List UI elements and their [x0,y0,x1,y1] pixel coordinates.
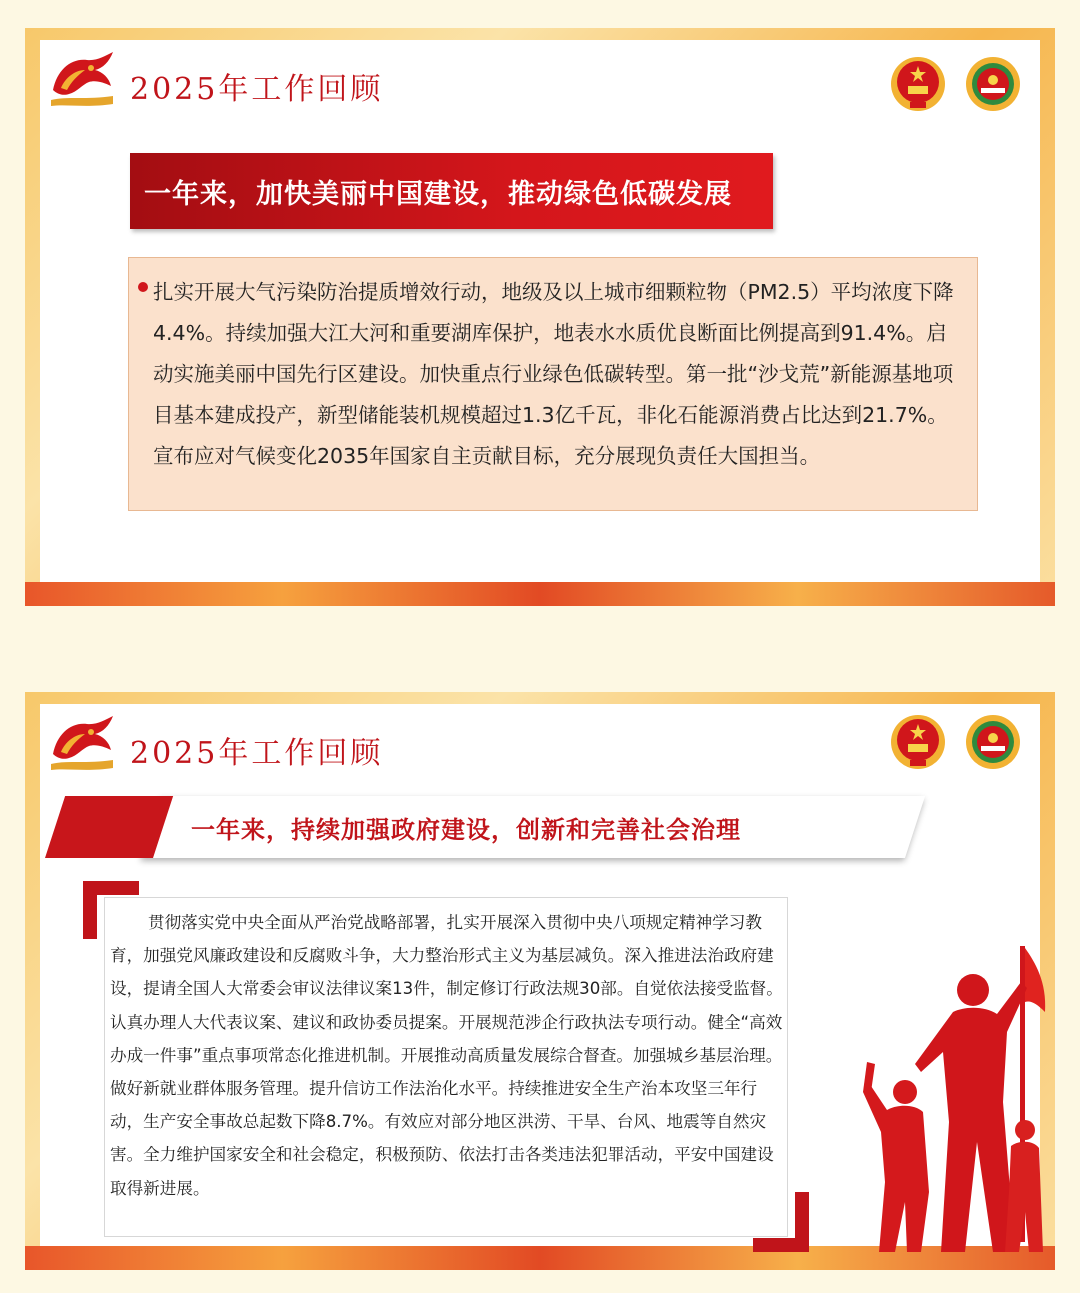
header-title: 2025年工作回顾 [130,736,384,771]
slide-green-development [25,28,1055,606]
corner-bracket-bottom-right [753,1192,809,1252]
cppcc-emblem-icon [965,714,1021,770]
content-text-box [104,897,788,1237]
bullet-dot-icon [138,282,148,292]
corner-bracket-top-left [83,881,139,939]
dragon-logo-icon [47,714,119,772]
header-title: 2025年工作回顾 [130,72,384,107]
content-paragraph: 扎实开展大气污染防治提质增效行动，地级及以上城市细颗粒物（PM2.5）平均浓度下降4.4%。持续加强大江大河和重要湖库保护，地表水水质优良断面比例提高到91.4%。启动实施美丽中国先行区建设。加快重点行业绿色低碳转型。第一批“沙戈荒”新能源基地项目基本建成投产，新型储能装机规模超过1.3亿千瓦，非化石能源消费占比达到21.7%。宣布应对气候变化2035年国家自主贡献目标，充分展现负责任大国担当。 [153,280,954,468]
content-text-box [128,257,978,511]
section-banner-title: 一年来，持续加强政府建设，创新和完善社会治理 [191,815,741,844]
section-banner: 一年来，加快美丽中国建设，推动绿色低碳发展 [130,153,773,229]
banner-red-tab [45,796,173,858]
cppcc-emblem-icon [965,56,1021,112]
content-paragraph: 贯彻落实党中央全面从严治党战略部署，扎实开展深入贯彻中央八项规定精神学习教育，加强党风廉政建设和反腐败斗争，大力整治形式主义为基层减负。深入推进法治政府建设，提请全国人大常委会审议法律议案13件，制定修订行政法规30部。自觉依法接受监督。认真办理人大代表议案、建议和政协委员提案。开展规范涉企行政执法专项行动。健全“高效办成一件事”重点事项常态化推进机制。开展推动高质量发展综合督查。加强城乡基层治理。做好新就业群体服务管理。提升信访工作法治化水平。持续推进安全生产治本攻坚三年行动，生产安全事故总起数下降8.7%。有效应对部分地区洪涝、干旱、台风、地震等自然灾害。全力维护国家安全和社会稳定，积极预防、依法打击各类违法犯罪活动，平安中国建设取得新进展。 [110,913,783,1198]
section-banner [45,796,905,858]
national-emblem-icon [890,56,946,112]
flag-bearers-silhouette-icon [825,942,1050,1264]
national-emblem-icon [890,714,946,770]
slide-government-building [25,692,1055,1270]
dragon-logo-icon [47,50,119,108]
decorative-band [25,582,1055,606]
